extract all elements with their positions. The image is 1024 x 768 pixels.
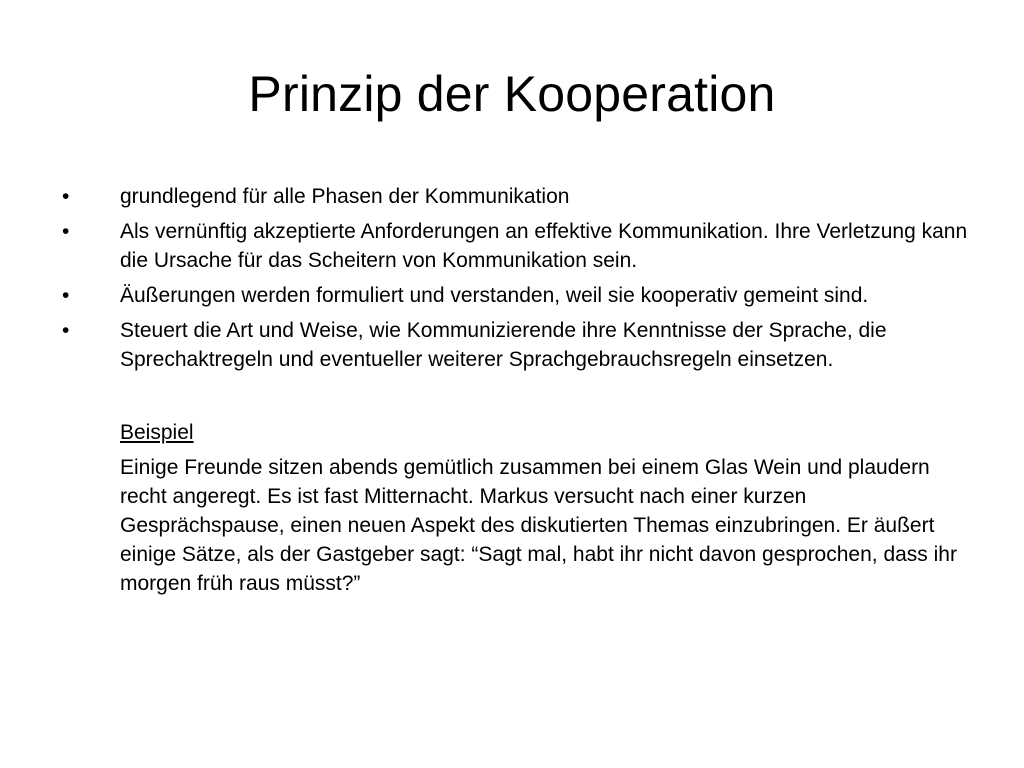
spacer bbox=[60, 380, 970, 418]
bullet-icon: • bbox=[62, 220, 70, 243]
bullet-text: Als vernünftig akzeptierte Anforderungen an effektive Kommunikation. Ihre Verletzung kann die Ursache für das Scheitern von Kommunikation sein. bbox=[120, 220, 968, 272]
bullet-item bbox=[60, 316, 970, 374]
slide-title: Prinzip der Kooperation bbox=[248, 66, 776, 122]
bullet-icon: • bbox=[62, 319, 70, 342]
bullet-item bbox=[60, 281, 970, 310]
bullet-text: grundlegend für alle Phasen der Kommunikation bbox=[120, 185, 570, 208]
bullet-text: Steuert die Art und Weise, wie Kommunizierende ihre Kenntnisse der Sprache, die Sprechaktregeln und eventueller weiterer Sprachgebrauchsregeln einsetzen. bbox=[120, 319, 887, 371]
bullet-icon: • bbox=[62, 185, 70, 208]
bullet-item bbox=[60, 217, 970, 275]
bullet-icon: • bbox=[62, 284, 70, 307]
example-text: Einige Freunde sitzen abends gemütlich zusammen bei einem Glas Wein und plaudern recht angeregt. Es ist fast Mitternacht. Markus versucht nach einer kurzen Gesprächspause, einen neuen Aspekt des diskutierten Themas einzubringen. Er äußert einige Sätze, als der Gastgeber sagt: “Sagt mal, habt ihr nicht davon gesprochen, dass ihr morgen früh raus müsst?” bbox=[120, 456, 957, 595]
slide-content bbox=[60, 182, 970, 598]
example-heading: Beispiel bbox=[120, 421, 194, 444]
bullet-item bbox=[60, 182, 970, 211]
bullet-text: Äußerungen werden formuliert und verstanden, weil sie kooperativ gemeint sind. bbox=[120, 284, 869, 307]
